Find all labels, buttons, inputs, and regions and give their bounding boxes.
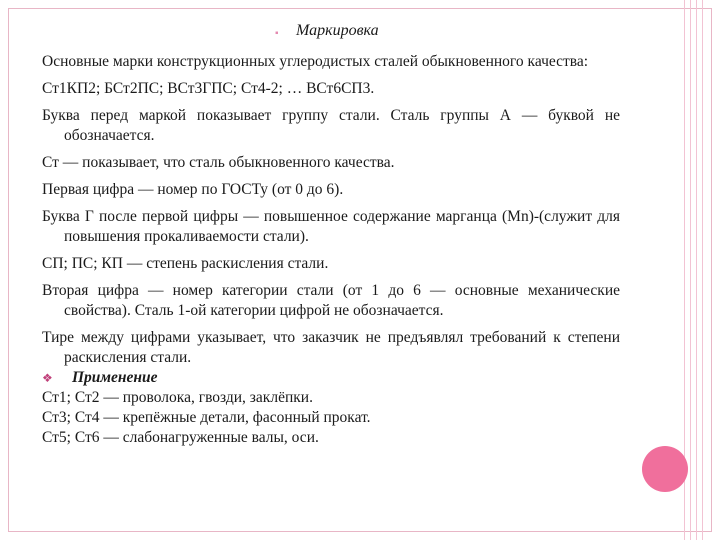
paragraph-grades: Ст1КП2; БСт2ПС; ВСт3ГПС; Ст4-2; … ВСт6СП3. <box>42 80 375 97</box>
pink-circle-decoration <box>642 446 688 492</box>
diamond-bullet-icon: ❖ <box>42 371 53 385</box>
application-heading-line <box>42 368 620 388</box>
rail-line <box>690 0 691 540</box>
paragraph-first-digit: Первая цифра — номер по ГОСТу (от 0 до 6). <box>42 181 344 198</box>
slide-title: Маркировка <box>296 22 379 39</box>
rail-line <box>702 0 703 540</box>
paragraph-group-letter: Буква перед маркой показывает группу стали. Сталь группы А — буквой не обозначается. <box>42 107 620 144</box>
paragraph-deoxidation: СП; ПС; КП — степень раскисления стали. <box>42 255 329 272</box>
application-item: Ст3; Ст4 — крепёжные детали, фасонный прокат. <box>42 409 371 426</box>
title-bullet-icon: ▪ <box>275 28 279 39</box>
paragraph-intro: Основные марки конструкционных углеродистых сталей обыкновенного качества: <box>42 53 589 70</box>
application-item: Ст1; Ст2 — проволока, гвозди, заклёпки. <box>42 389 313 406</box>
paragraph-second-digit: Вторая цифра — номер категории стали (от 1 до 6 — основные механические свойства). Сталь 1-ой категории цифрой не обозначается. <box>42 282 620 319</box>
paragraph-manganese: Буква Г после первой цифры — повышенное содержание марганца (Mn)-(служит для повышения прокаливаемости стали). <box>42 208 620 245</box>
application-item: Ст5; Ст6 — слабонагруженные валы, оси. <box>42 429 319 446</box>
rail-line <box>696 0 697 540</box>
paragraph-st-meaning: Ст — показывает, что сталь обыкновенного качества. <box>42 154 395 171</box>
slide-content <box>42 52 620 448</box>
paragraph-dash: Тире между цифрами указывает, что заказчик не предъявлял требований к степени раскисления стали. <box>42 329 620 366</box>
application-heading: Применение <box>72 369 158 386</box>
